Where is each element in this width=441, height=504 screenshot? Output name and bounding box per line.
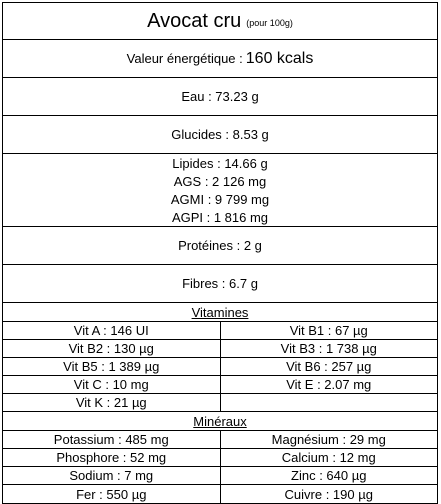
proteins-text: Protéines : 2 g [178, 238, 262, 253]
vitamin-cell [220, 394, 438, 411]
minerals-title [3, 412, 437, 431]
lipids-ags: AGS : 2 126 mg [173, 173, 267, 189]
vitamins-title [3, 303, 437, 322]
lipids-agmi: AGMI : 9 799 mg [170, 191, 270, 207]
mineral-cell: Magnésium : 29 mg [220, 431, 438, 448]
vitamin-cell: Vit B1 : 67 µg [220, 322, 438, 339]
vitamins-title-text: Vitamines [191, 304, 249, 320]
lipids-row [3, 154, 437, 227]
vitamin-cell: Vit B3 : 1 738 µg [220, 340, 438, 357]
vitamins-grid [3, 322, 437, 412]
food-name: Avocat cru [147, 9, 242, 32]
water-row [3, 78, 437, 116]
vitamin-cell: Vit B5 : 1 389 µg [63, 359, 160, 374]
mineral-cell: Phosphore : 52 mg [56, 450, 167, 465]
mineral-cell: Potassium : 485 mg [53, 432, 169, 447]
table-row [3, 376, 437, 394]
table-row [3, 467, 437, 485]
table-row [3, 394, 437, 412]
minerals-title-text: Minéraux [193, 413, 247, 429]
table-row [3, 431, 437, 449]
vitamin-cell: Vit C : 10 mg [73, 377, 149, 392]
vitamin-cell: Vit B6 : 257 µg [220, 358, 438, 375]
water-text: Eau : 73.23 g [181, 89, 259, 104]
carbs-text: Glucides : 8.53 g [171, 127, 269, 142]
mineral-cell: Sodium : 7 mg [69, 468, 154, 483]
fibres-text: Fibres : 6.7 g [182, 276, 258, 291]
mineral-cell: Zinc : 640 µg [220, 467, 438, 484]
minerals-grid [3, 431, 437, 503]
energy-value: 160 kcals [245, 49, 314, 67]
table-row [3, 485, 437, 503]
table-row [3, 449, 437, 467]
table-row [3, 340, 437, 358]
mineral-cell: Cuivre : 190 µg [220, 485, 438, 503]
vitamin-cell: Vit E : 2.07 mg [220, 376, 438, 393]
vitamin-cell: Vit K : 21 µg [75, 395, 147, 410]
vitamin-cell: Vit B2 : 130 µg [68, 341, 154, 356]
carbs-row [3, 116, 437, 154]
table-title [3, 3, 437, 40]
energy-label: Valeur énergétique : [126, 51, 243, 66]
vitamin-cell: Vit A : 146 UI [73, 323, 149, 338]
energy-row [3, 40, 437, 78]
lipids-total: Lipides : 14.66 g [172, 155, 268, 171]
nutrition-table [2, 2, 438, 504]
proteins-row [3, 227, 437, 265]
mineral-cell: Fer : 550 µg [76, 486, 147, 502]
fibres-row [3, 265, 437, 303]
table-row [3, 358, 437, 376]
table-row [3, 322, 437, 340]
lipids-agpi: AGPI : 1 816 mg [171, 209, 269, 225]
mineral-cell: Calcium : 12 mg [220, 449, 438, 466]
portion-note: (pour 100g) [246, 18, 293, 28]
